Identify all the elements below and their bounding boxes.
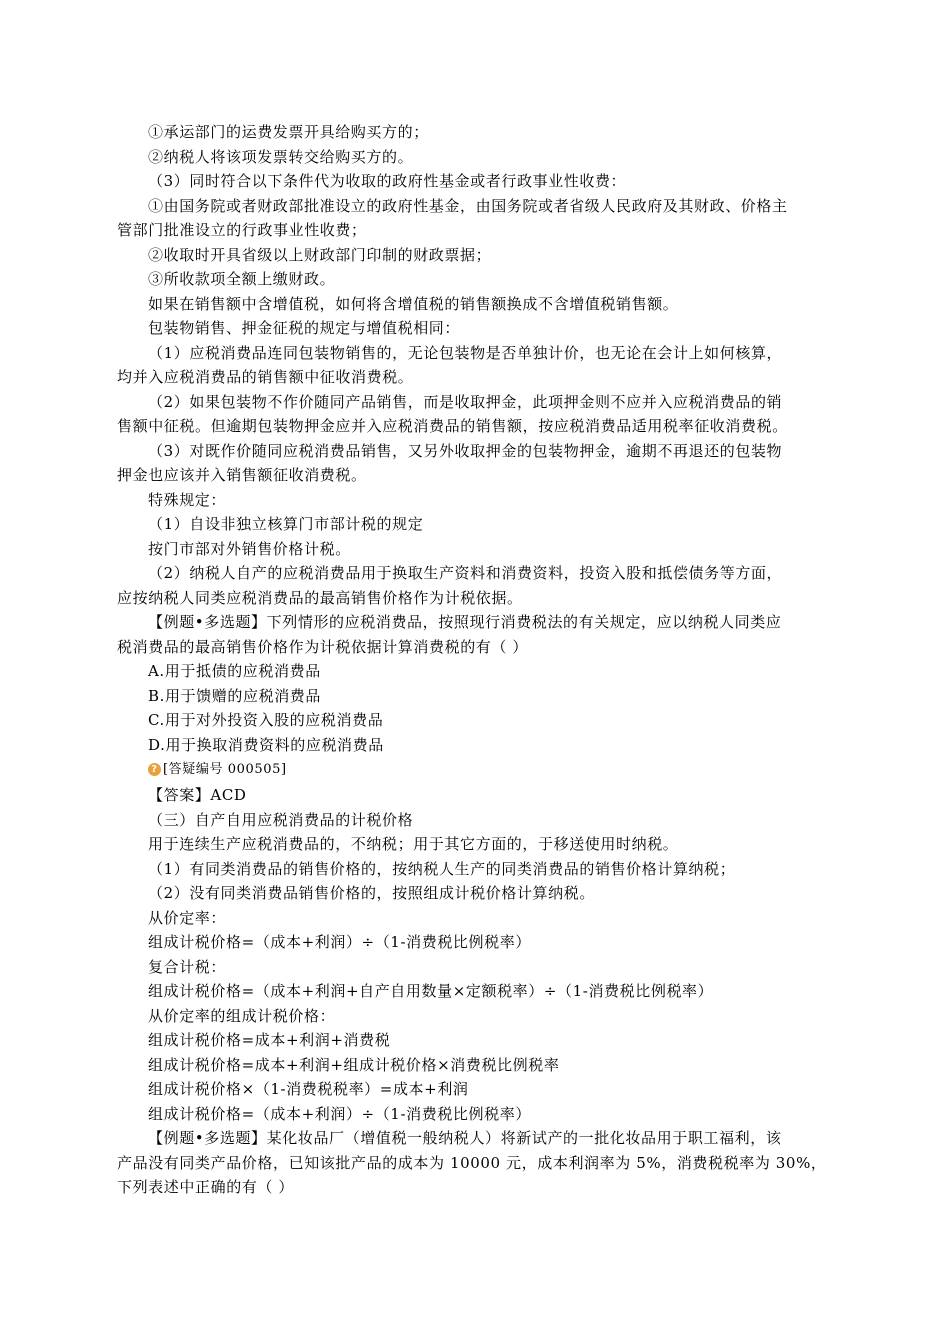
text-line: （2）如果包装物不作价随同产品销售，而是收取押金，此项押金则不应并入应税消费品的销	[148, 392, 783, 411]
text-line: 按门市部对外销售价格计税。	[148, 539, 351, 558]
option-c: C.用于对外投资入股的应税消费品	[148, 711, 384, 729]
text-line: （1）应税消费品连同包装物销售的，无论包装物是否单独计价，也无论在会计上如何核算，	[148, 343, 783, 362]
formula-line: 组成计税价格×（1-消费税税率）=成本+利润	[148, 1080, 469, 1098]
text-line: 产品没有同类产品价格，已知该批产品的成本为 10000 元，成本利润率为 5%，消费税税率为 30%，	[117, 1153, 827, 1172]
text-line: ①由国务院或者财政部批准设立的政府性基金，由国务院或者省级人民政府及其财政、价格主	[148, 196, 788, 215]
answer-line: 【答案】ACD	[148, 786, 247, 804]
text-line: （2）纳税人自产的应税消费品用于换取生产资料和消费资料，投资入股和抵偿债务等方面，	[148, 564, 783, 582]
formula-line: 组成计税价格=成本+利润+消费税	[148, 1031, 391, 1049]
text-line: （3）对既作价随同应税消费品销售，又另外收取押金的包装物押金，逾期不再退还的包装物	[148, 441, 783, 460]
text-line: （2）没有同类消费品销售价格的，按照组成计税价格计算纳税。	[148, 884, 595, 902]
text-line: 从价定率：	[148, 908, 227, 927]
formula-line: 组成计税价格=（成本+利润）÷（1-消费税比例税率）	[148, 933, 531, 951]
text-line: （1）自设非独立核算门市部计税的规定	[148, 515, 424, 533]
text-line: 均并入应税消费品的销售额中征收消费税。	[117, 368, 414, 386]
text-line: 从价定率的组成计税价格：	[148, 1006, 336, 1025]
option-a: A.用于抵债的应税消费品	[148, 662, 321, 680]
question-title: 【例题•多选题】下列情形的应税消费品，按照现行消费税法的有关规定，应以纳税人同类应	[148, 613, 782, 631]
answer-ref-label: [答疑编号 000505]	[163, 762, 287, 777]
answer-ref-link[interactable]	[117, 757, 839, 779]
option-d: D.用于换取消费资料的应税消费品	[148, 735, 384, 754]
text-line: （3）同时符合以下条件代为收取的政府性基金或者行政事业性收费：	[148, 172, 627, 190]
formula-line: 组成计税价格=成本+利润+组成计税价格×消费税比例税率	[148, 1055, 560, 1074]
option-b: B.用于馈赠的应税消费品	[148, 686, 321, 705]
text-line: 管部门批准设立的行政事业性收费；	[117, 221, 367, 239]
text-line: ①承运部门的运费发票开具给购买方的；	[148, 123, 429, 141]
question-icon: ?	[148, 763, 161, 776]
text-line: 用于连续生产应税消费品的，不纳税；用于其它方面的，于移送使用时纳税。	[148, 835, 679, 853]
text-line: 复合计税：	[148, 957, 227, 976]
text-line: （三）自产自用应税消费品的计税价格	[148, 810, 414, 829]
text-line: ②收取时开具省级以上财政部门印制的财政票据；	[148, 245, 492, 264]
text-line: 如果在销售额中含增值税，如何将含增值税的销售额换成不含增值税销售额。	[148, 294, 679, 313]
document-page	[117, 120, 839, 1200]
text-line: （1）有同类消费品的销售价格的，按纳税人生产的同类消费品的销售价格计算纳税；	[148, 859, 736, 878]
text-line: 押金也应该并入销售额征收消费税。	[117, 466, 367, 484]
question-title: 【例题•多选题】某化妆品厂（增值税一般纳税人）将新试产的一批化妆品用于职工福利，该	[148, 1129, 782, 1147]
text-line: 售额中征税。但逾期包装物押金应并入应税消费品的销售额，按应税消费品适用税率征收消费税。	[117, 417, 788, 435]
text-line: 包装物销售、押金征税的规定与增值税相同：	[148, 319, 461, 337]
text-line: 应按纳税人同类应税消费品的最高销售价格作为计税依据。	[117, 588, 523, 607]
text-line: ③所收款项全额上缴财政。	[148, 270, 336, 288]
text-line: ②纳税人将该项发票转交给购买方的。	[148, 147, 414, 166]
text-line: 税消费品的最高销售价格作为计税依据计算消费税的有（ ）	[117, 637, 528, 656]
formula-line: 组成计税价格=（成本+利润+自产自用数量×定额税率）÷（1-消费税比例税率）	[148, 982, 714, 1000]
text-line: 特殊规定：	[148, 490, 227, 509]
text-line: 下列表述中正确的有（ ）	[117, 1178, 294, 1196]
formula-line: 组成计税价格=（成本+利润）÷（1-消费税比例税率）	[148, 1104, 531, 1123]
